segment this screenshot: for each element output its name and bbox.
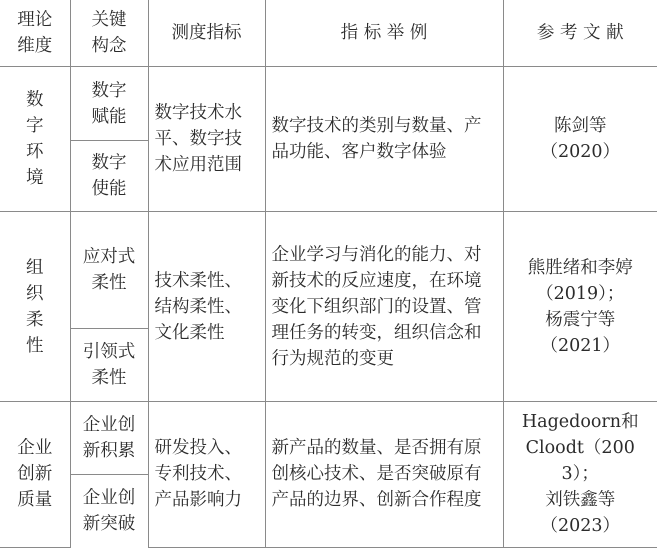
construct-cell: 引领式 柔性 bbox=[70, 329, 148, 402]
reference-cell: 陈剑等 （2020） bbox=[503, 67, 657, 212]
reference-cell: 熊胜绪和李婷 （2019）； 杨震宁等 （2021） bbox=[503, 212, 657, 402]
header-dimension: 理论 维度 bbox=[0, 0, 70, 67]
indicator-cell: 数字技术水平、数字技术应用范围 bbox=[148, 67, 265, 212]
table-row bbox=[0, 67, 657, 141]
indicator-cell: 技术柔性、结构柔性、文化柔性 bbox=[148, 212, 265, 402]
table-row bbox=[0, 212, 657, 329]
dimension-cell: 组 织 柔 性 bbox=[0, 212, 70, 402]
table-row bbox=[0, 402, 657, 475]
header-example: 指 标 举 例 bbox=[265, 0, 503, 67]
construct-cell: 应对式 柔性 bbox=[70, 212, 148, 329]
example-cell: 数字技术的类别与数量、产品功能、客户数字体验 bbox=[265, 67, 503, 212]
dimension-cell: 企业 创新 质量 bbox=[0, 402, 70, 548]
example-cell: 企业学习与消化的能力、对新技术的反应速度，在环境变化下组织部门的设置、管理任务的转变，组织信念和行为规范的变更 bbox=[265, 212, 503, 402]
construct-cell: 数字 使能 bbox=[70, 141, 148, 212]
construct-cell: 数字 赋能 bbox=[70, 67, 148, 141]
dimension-cell: 数 字 环 境 bbox=[0, 67, 70, 212]
construct-cell: 企业创 新突破 bbox=[70, 475, 148, 548]
header-row bbox=[0, 0, 657, 67]
example-cell: 新产品的数量、是否拥有原创核心技术、是否突破原有产品的边界、创新合作程度 bbox=[265, 402, 503, 548]
header-reference: 参 考 文 献 bbox=[503, 0, 657, 67]
reference-cell: Hagedoorn和 Cloodt（2003）； 刘铁鑫等 （2023） bbox=[503, 402, 657, 548]
header-construct: 关键 构念 bbox=[70, 0, 148, 67]
header-indicator: 测度指标 bbox=[148, 0, 265, 67]
indicator-cell: 研发投入、专利技术、产品影响力 bbox=[148, 402, 265, 548]
construct-cell: 企业创 新积累 bbox=[70, 402, 148, 475]
